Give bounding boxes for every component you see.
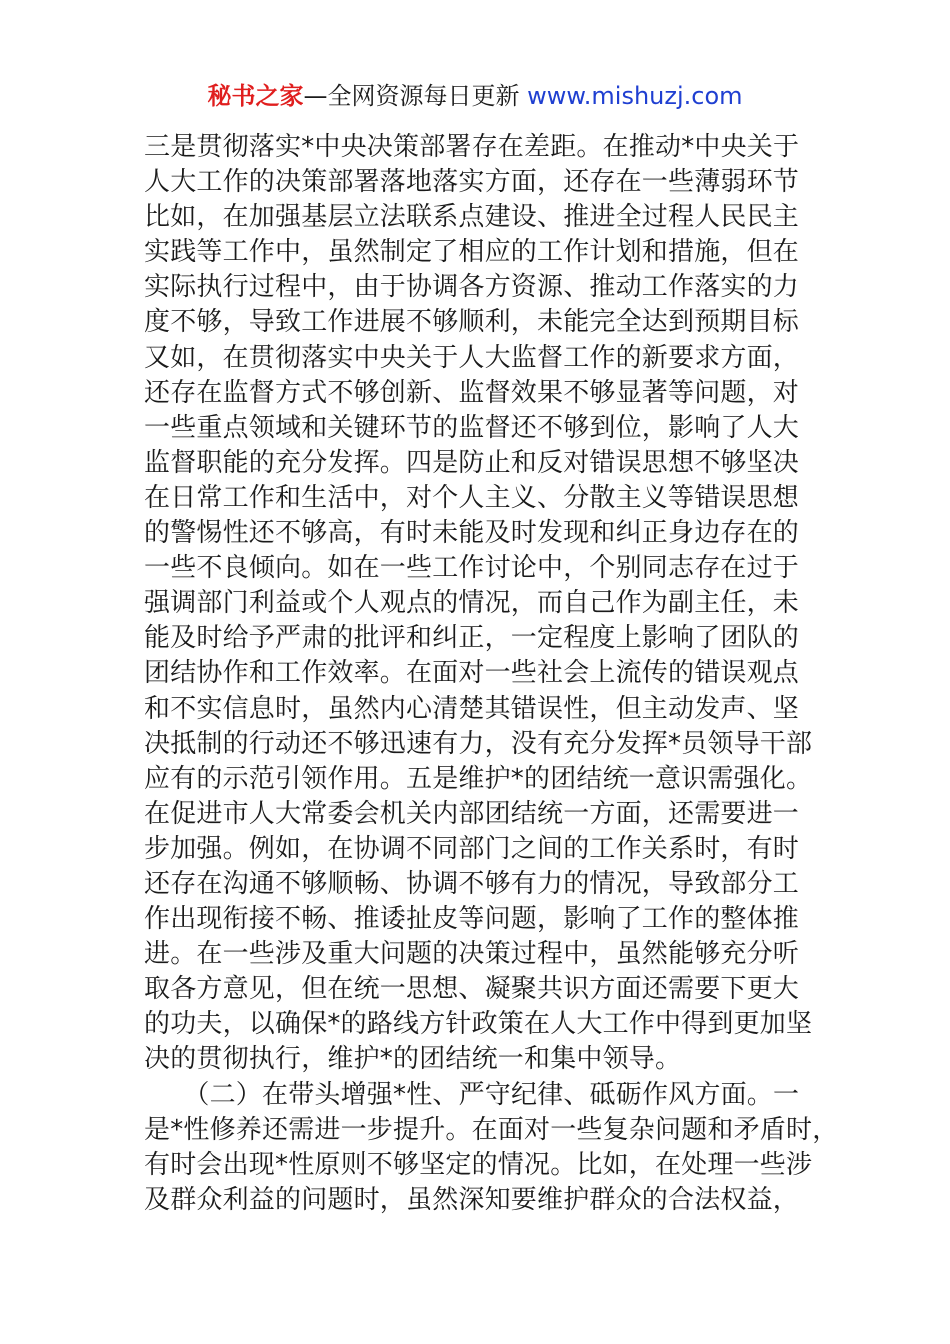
text-line: 的警惕性还不够高，有时未能及时发现和纠正身边存在的 bbox=[144, 518, 800, 549]
text-line: 还存在监督方式不够创新、监督效果不够显著等问题，对 bbox=[144, 377, 800, 408]
text-line: 进。在一些涉及重大问题的决策过程中，虽然能够充分听 bbox=[144, 939, 800, 970]
text-line: 度不够，导致工作进展不够顺利，未能完全达到预期目标 bbox=[144, 307, 800, 338]
site-url-link[interactable]: www.mishuzj.com bbox=[527, 82, 743, 110]
text-line: 一些重点领域和关键环节的监督还不够到位，影响了人大 bbox=[144, 412, 800, 443]
text-line: 决的贯彻执行，维护*的团结统一和集中领导。 bbox=[144, 1044, 682, 1075]
site-tagline: —全网资源每日更新 bbox=[303, 82, 528, 110]
text-line: 能及时给予严肃的批评和纠正，一定程度上影响了团队的 bbox=[144, 623, 800, 654]
text-line: 决抵制的行动还不够迅速有力，没有充分发挥*员领导干部 bbox=[144, 728, 813, 759]
text-line: 又如，在贯彻落实中央关于人大监督工作的新要求方面， bbox=[144, 342, 800, 373]
document-body bbox=[144, 130, 839, 1218]
text-line: 三是贯彻落实*中央决策部署存在差距。在推动*中央关于 bbox=[144, 132, 800, 162]
text-line: 有时会出现*性原则不够坚定的情况。比如，在处理一些涉 bbox=[144, 1149, 813, 1180]
site-brand-name: 秘书之家 bbox=[207, 82, 304, 110]
text-line: 在日常工作和生活中，对个人主义、分散主义等错误思想 bbox=[144, 482, 800, 513]
text-line: 人大工作的决策部署落地落实方面，还存在一些薄弱环节 bbox=[144, 167, 800, 198]
text-line: 取各方意见，但在统一思想、凝聚共识方面还需要下更大 bbox=[144, 974, 800, 1005]
page-header bbox=[0, 80, 950, 112]
text-line: 比如，在加强基层立法联系点建设、推进全过程人民民主 bbox=[144, 202, 800, 233]
section-heading-line: （二）在带头增强*性、严守纪律、砥砺作风方面。一 bbox=[144, 1079, 800, 1110]
text-line: 的功夫，以确保*的路线方针政策在人大工作中得到更加坚 bbox=[144, 1009, 813, 1040]
text-line: 一些不良倾向。如在一些工作讨论中，个别同志存在过于 bbox=[144, 553, 800, 584]
text-line: 作出现衔接不畅、推诿扯皮等问题，影响了工作的整体推 bbox=[144, 904, 800, 935]
text-line: 团结协作和工作效率。在面对一些社会上流传的错误观点 bbox=[144, 658, 800, 689]
text-line: 还存在沟通不够顺畅、协调不够有力的情况，导致部分工 bbox=[144, 868, 800, 899]
text-line: 实践等工作中，虽然制定了相应的工作计划和措施，但在 bbox=[144, 237, 800, 268]
text-line: 监督职能的充分发挥。四是防止和反对错误思想不够坚决 bbox=[144, 447, 800, 478]
text-line: 强调部门利益或个人观点的情况，而自己作为副主任，未 bbox=[144, 588, 800, 619]
text-line: 及群众利益的问题时，虽然深知要维护群众的合法权益， bbox=[144, 1184, 800, 1215]
text-line: 应有的示范引领作用。五是维护*的团结统一意识需强化。 bbox=[144, 763, 813, 794]
text-line: 和不实信息时，虽然内心清楚其错误性，但主动发声、坚 bbox=[144, 693, 800, 724]
text-line: 步加强。例如，在协调不同部门之间的工作关系时，有时 bbox=[144, 833, 800, 864]
text-line: 实际执行过程中，由于协调各方资源、推动工作落实的力 bbox=[144, 272, 800, 303]
text-line: 是*性修养还需进一步提升。在面对一些复杂问题和矛盾时， bbox=[144, 1114, 839, 1145]
text-line: 在促进市人大常委会机关内部团结统一方面，还需要进一 bbox=[144, 798, 800, 829]
